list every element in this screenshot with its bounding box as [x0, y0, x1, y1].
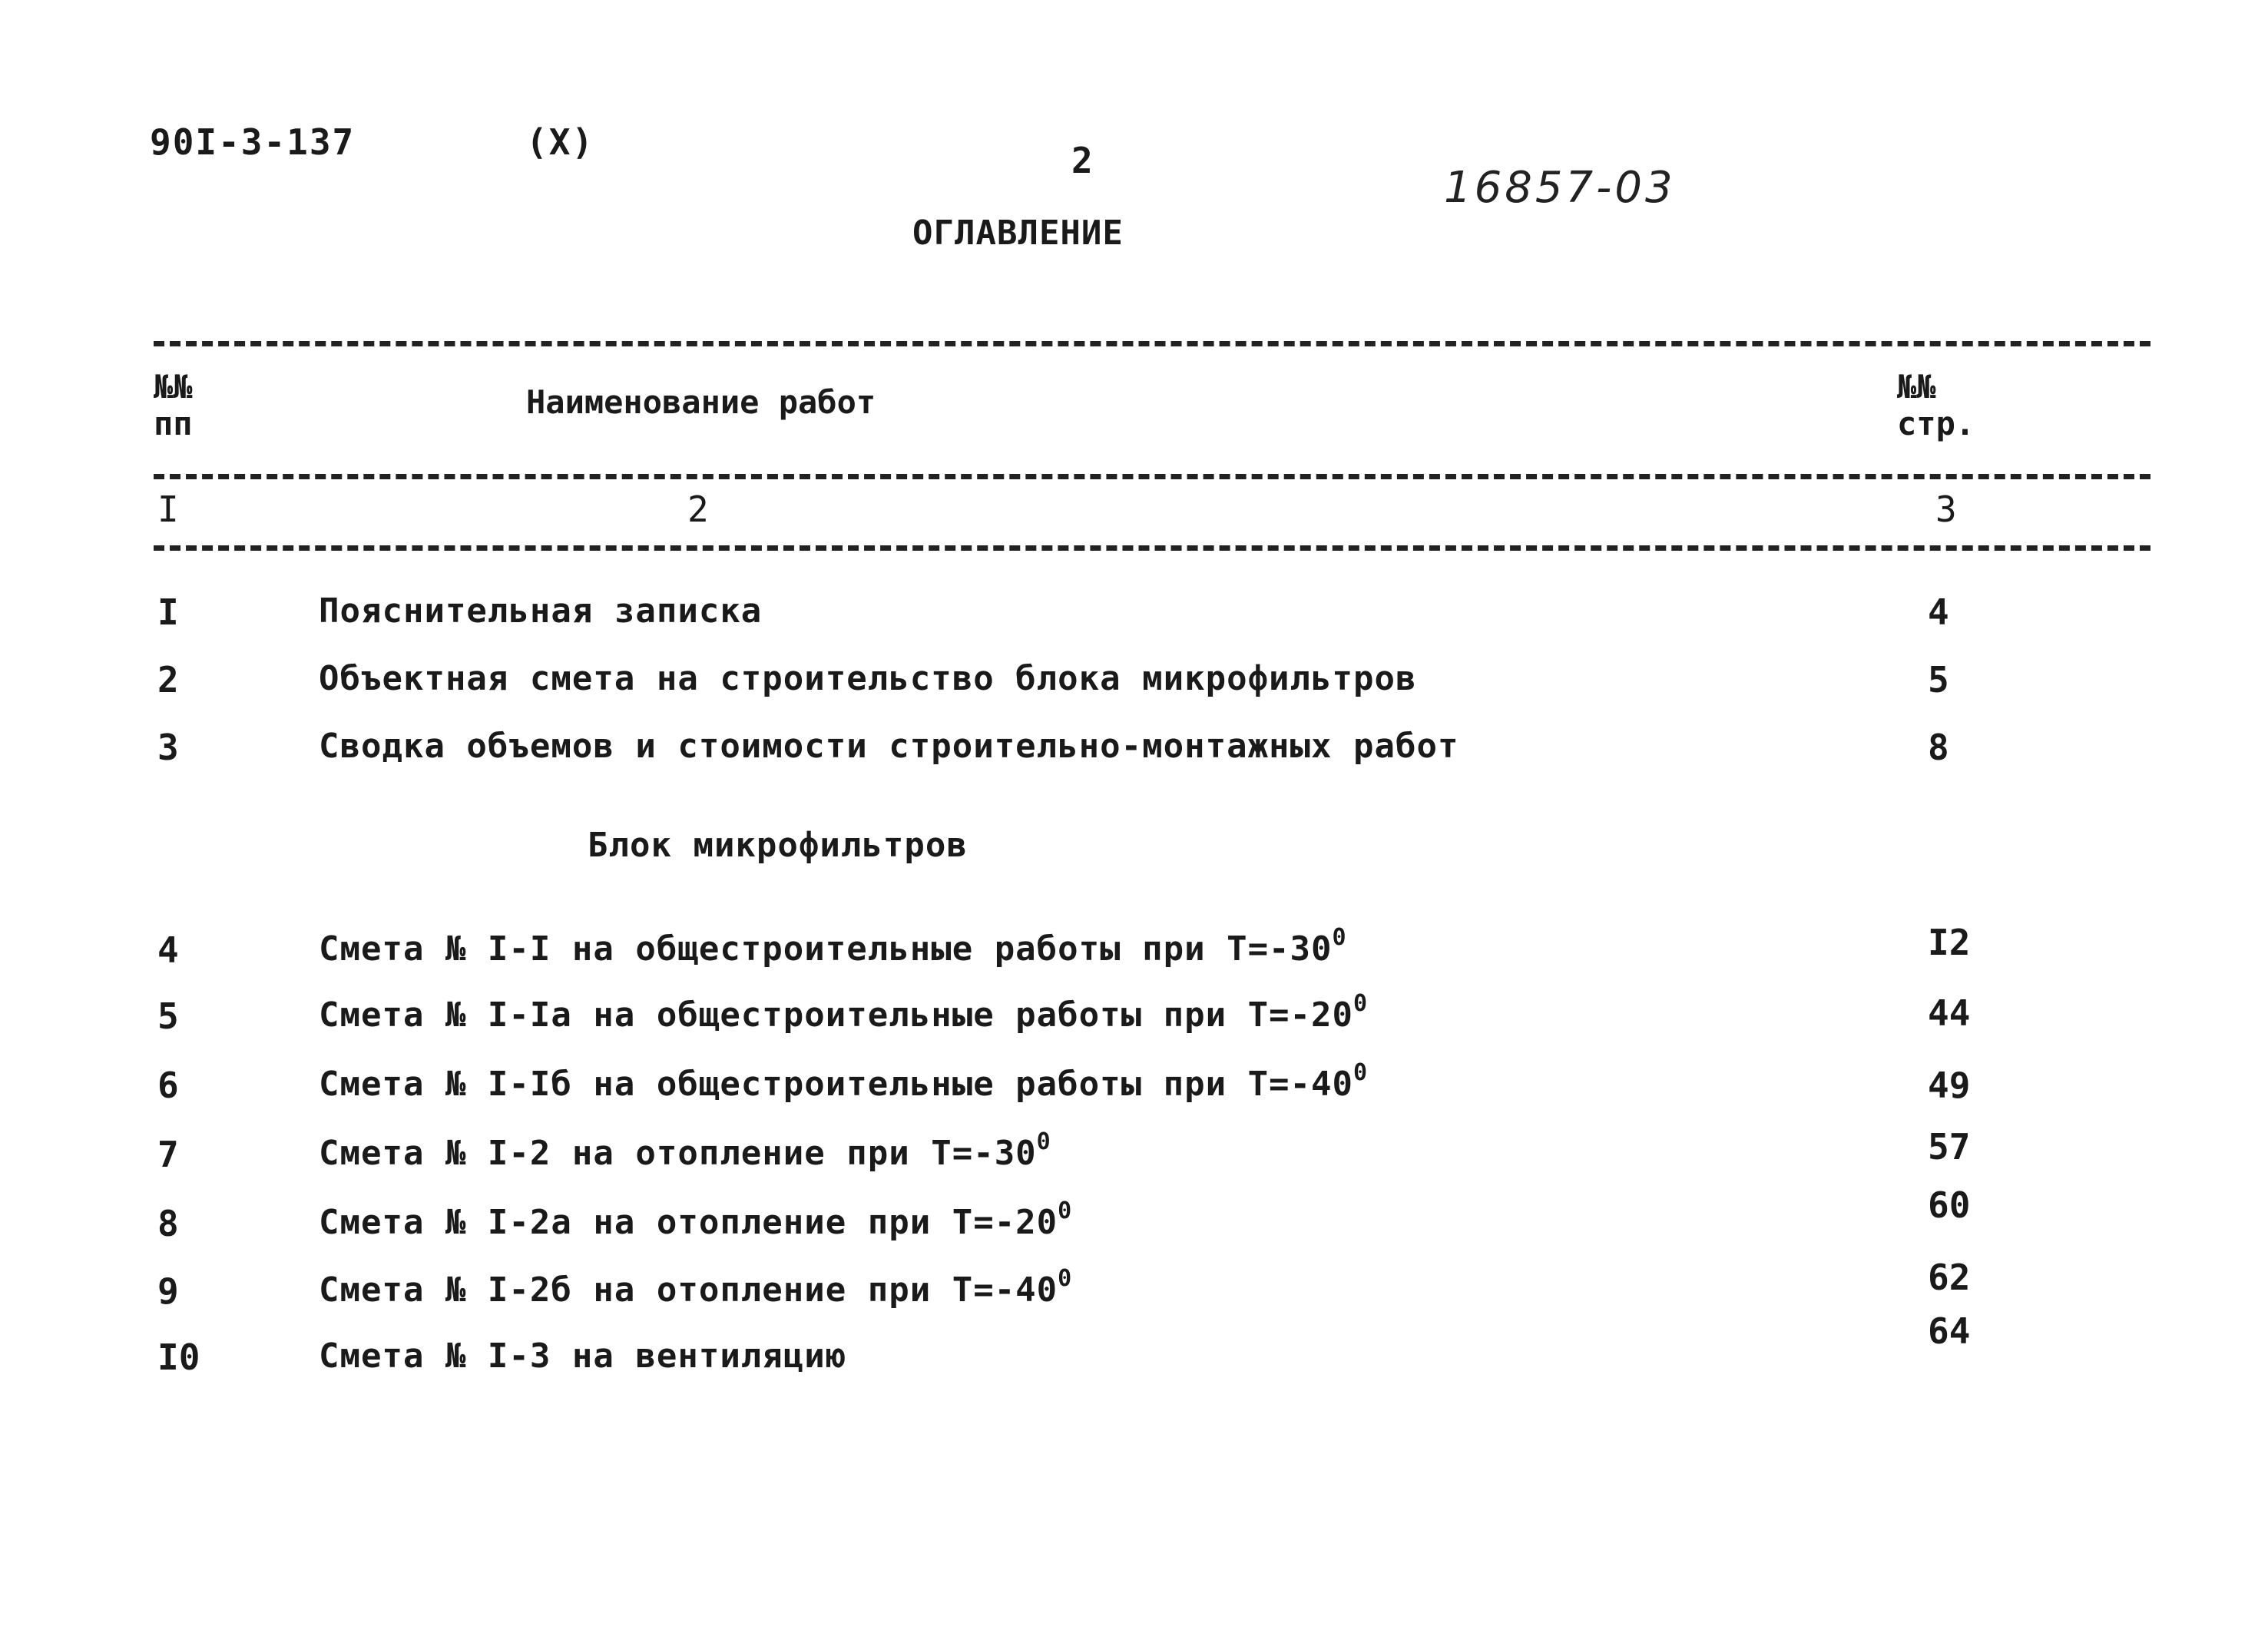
- toc-row-title-text: Смета № I-2 на отопление при Т=-30: [319, 1134, 1037, 1173]
- toc-row-number: I: [157, 591, 179, 633]
- toc-row-title: [319, 727, 1458, 766]
- toc-row-number: 6: [157, 1065, 179, 1106]
- document-mark: (X): [526, 121, 595, 163]
- column-header-number-line2: пп: [154, 405, 193, 442]
- toc-row-title-text: Смета № I-Iа на общестроительные работы при Т=-20: [319, 995, 1354, 1035]
- column-number-1: I: [157, 489, 179, 530]
- toc-row-title: [319, 924, 1347, 969]
- section-heading: Блок микрофильтров: [588, 826, 968, 865]
- toc-row-number: 9: [157, 1270, 179, 1312]
- toc-row-title-text: Смета № I-2б на отопление при Т=-40: [319, 1270, 1058, 1310]
- degree-superscript: 0: [1036, 1128, 1051, 1155]
- column-header-number: [154, 369, 193, 442]
- dashed-rule-bottom: [154, 545, 2150, 551]
- column-header-page-line2: стр.: [1897, 405, 1975, 442]
- column-header-page-line1: №№: [1897, 368, 1936, 406]
- toc-row-page: 44: [1928, 992, 1971, 1034]
- toc-row-page: 4: [1928, 591, 1949, 633]
- dashed-rule-middle: [154, 474, 2150, 479]
- degree-superscript: 0: [1332, 924, 1347, 951]
- toc-row-title: [319, 659, 1417, 698]
- toc-row-number: 8: [157, 1203, 179, 1244]
- toc-row-title: [319, 1265, 1073, 1310]
- toc-row-title: [319, 1059, 1369, 1104]
- toc-row-title-text: Смета № I-3 на вентиляцию: [319, 1337, 847, 1376]
- toc-row-title-text: Сводка объемов и стоимости строительно-монтажных работ: [319, 727, 1459, 766]
- toc-row-title: [319, 990, 1369, 1035]
- toc-row-number: I0: [157, 1337, 200, 1378]
- toc-row-page: 64: [1928, 1310, 1971, 1352]
- toc-row-page: I2: [1928, 922, 1971, 963]
- toc-row-page: 62: [1928, 1257, 1971, 1298]
- column-number-2: 2: [687, 489, 709, 530]
- toc-row-title: [319, 1337, 846, 1376]
- toc-row-page: 60: [1928, 1184, 1971, 1226]
- toc-row-title-text: Объектная смета на строительство блока микрофильтров: [319, 659, 1417, 698]
- toc-row-number: 4: [157, 929, 179, 971]
- handwritten-number: 16857-03: [1444, 163, 1676, 213]
- column-number-3: 3: [1935, 489, 1957, 530]
- page-title: ОГЛАВЛЕНИЕ: [912, 214, 1124, 253]
- degree-superscript: 0: [1058, 1197, 1073, 1224]
- column-header-number-line1: №№: [154, 368, 193, 406]
- document-code: 90I-3-137: [150, 121, 356, 163]
- toc-row-number: 5: [157, 995, 179, 1037]
- toc-row-title-text: Пояснительная записка: [319, 591, 763, 631]
- toc-row-number: 7: [157, 1134, 179, 1175]
- column-header-name: Наименование работ: [526, 383, 876, 421]
- dashed-rule-top: [154, 341, 2150, 346]
- toc-row-title-text: Смета № I-2а на отопление при Т=-20: [319, 1203, 1058, 1242]
- degree-superscript: 0: [1353, 1059, 1369, 1086]
- degree-superscript: 0: [1058, 1265, 1073, 1292]
- toc-row-number: 3: [157, 727, 179, 768]
- toc-row-title: [319, 1197, 1073, 1242]
- toc-row-page: 57: [1928, 1126, 1971, 1168]
- toc-row-title-text: Смета № I-Iб на общестроительные работы при Т=-40: [319, 1065, 1354, 1104]
- toc-row-page: 8: [1928, 727, 1949, 768]
- column-header-page: [1897, 369, 1975, 442]
- page-number: 2: [1071, 140, 1094, 181]
- toc-row-number: 2: [157, 659, 179, 701]
- degree-superscript: 0: [1353, 990, 1369, 1017]
- toc-row-title-text: Смета № I-I на общестроительные работы при Т=-30: [319, 929, 1333, 969]
- toc-row-page: 49: [1928, 1065, 1971, 1106]
- toc-row-title: [319, 1128, 1051, 1173]
- toc-row-page: 5: [1928, 659, 1949, 701]
- toc-row-title: [319, 591, 762, 631]
